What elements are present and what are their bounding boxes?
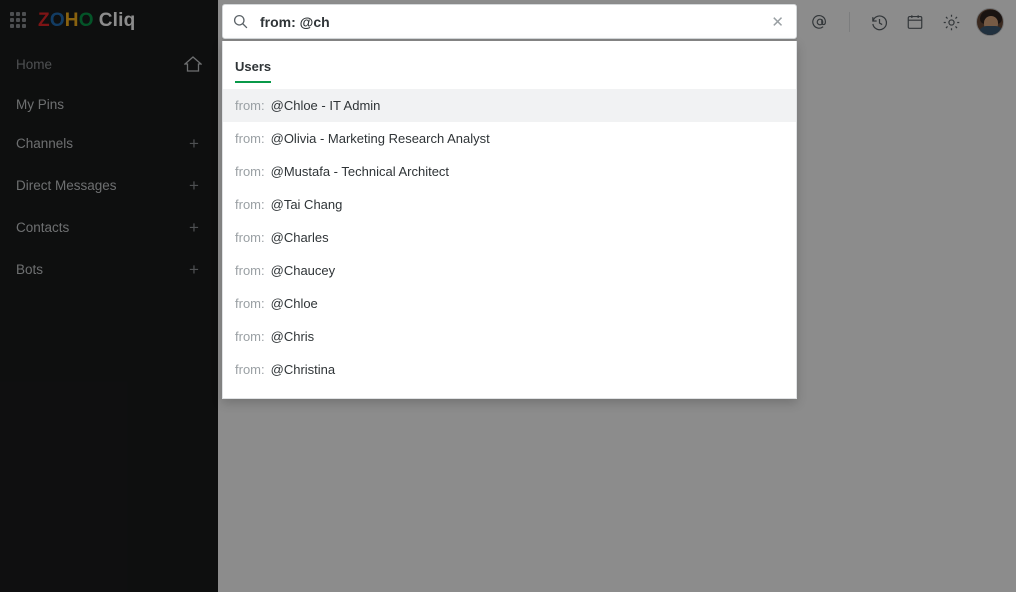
sidebar-item-label-my-pins: My Pins xyxy=(16,96,65,112)
list-item[interactable] xyxy=(223,188,796,221)
result-name: @Charles xyxy=(270,230,329,245)
sidebar-item-label-home: Home xyxy=(16,56,53,72)
close-icon[interactable]: ✕ xyxy=(771,13,784,31)
result-prefix: from: xyxy=(235,230,265,245)
result-name: @Mustafa - Technical Architect xyxy=(270,164,450,179)
list-item[interactable] xyxy=(223,155,796,188)
result-prefix: from: xyxy=(235,131,265,146)
sidebar-item-label-contacts: Contacts xyxy=(16,219,70,235)
list-item[interactable] xyxy=(223,320,796,353)
result-name: @Tai Chang xyxy=(270,197,343,212)
result-prefix: from: xyxy=(235,164,265,179)
logo-letter-z: Z xyxy=(38,10,50,31)
search-results-dropdown xyxy=(222,41,797,399)
search-results-list xyxy=(223,89,796,386)
search-panel xyxy=(222,4,797,399)
sidebar-add-dm-icon[interactable]: + xyxy=(189,175,199,195)
result-prefix: from: xyxy=(235,98,265,113)
sidebar-item-label-direct-messages: Direct Messages xyxy=(16,177,117,193)
result-name: @Chaucey xyxy=(270,263,336,278)
logo-letter-o2: O xyxy=(78,10,94,31)
list-item[interactable] xyxy=(223,254,796,287)
result-prefix: from: xyxy=(235,329,265,344)
search-icon xyxy=(233,14,248,29)
list-item[interactable] xyxy=(223,122,796,155)
result-name: @Christina xyxy=(270,362,336,377)
result-name: @Chris xyxy=(270,329,315,344)
sidebar-item-label-bots: Bots xyxy=(16,261,44,277)
result-name: @Chloe - IT Admin xyxy=(270,98,381,113)
results-section-header: Users xyxy=(235,59,271,83)
sidebar-add-bot-icon[interactable]: + xyxy=(189,259,199,279)
list-item[interactable] xyxy=(223,221,796,254)
result-name: @Chloe xyxy=(270,296,318,311)
search-input[interactable] xyxy=(258,13,769,31)
logo-word-cliq: Cliq xyxy=(98,10,136,31)
result-prefix: from: xyxy=(235,263,265,278)
list-item[interactable] xyxy=(223,353,796,386)
logo-letter-h: H xyxy=(64,10,79,31)
list-item[interactable] xyxy=(223,287,796,320)
sidebar-item-label-channels: Channels xyxy=(16,135,74,151)
result-name: @Olivia - Marketing Research Analyst xyxy=(270,131,490,146)
result-prefix: from: xyxy=(235,296,265,311)
sidebar-add-channel-icon[interactable]: + xyxy=(189,133,199,153)
logo-letter-o1: O xyxy=(49,10,65,31)
sidebar-add-contact-icon[interactable]: + xyxy=(189,217,199,237)
list-item[interactable] xyxy=(223,89,796,122)
result-prefix: from: xyxy=(235,362,265,377)
result-prefix: from: xyxy=(235,197,265,212)
search-box[interactable] xyxy=(222,4,797,39)
